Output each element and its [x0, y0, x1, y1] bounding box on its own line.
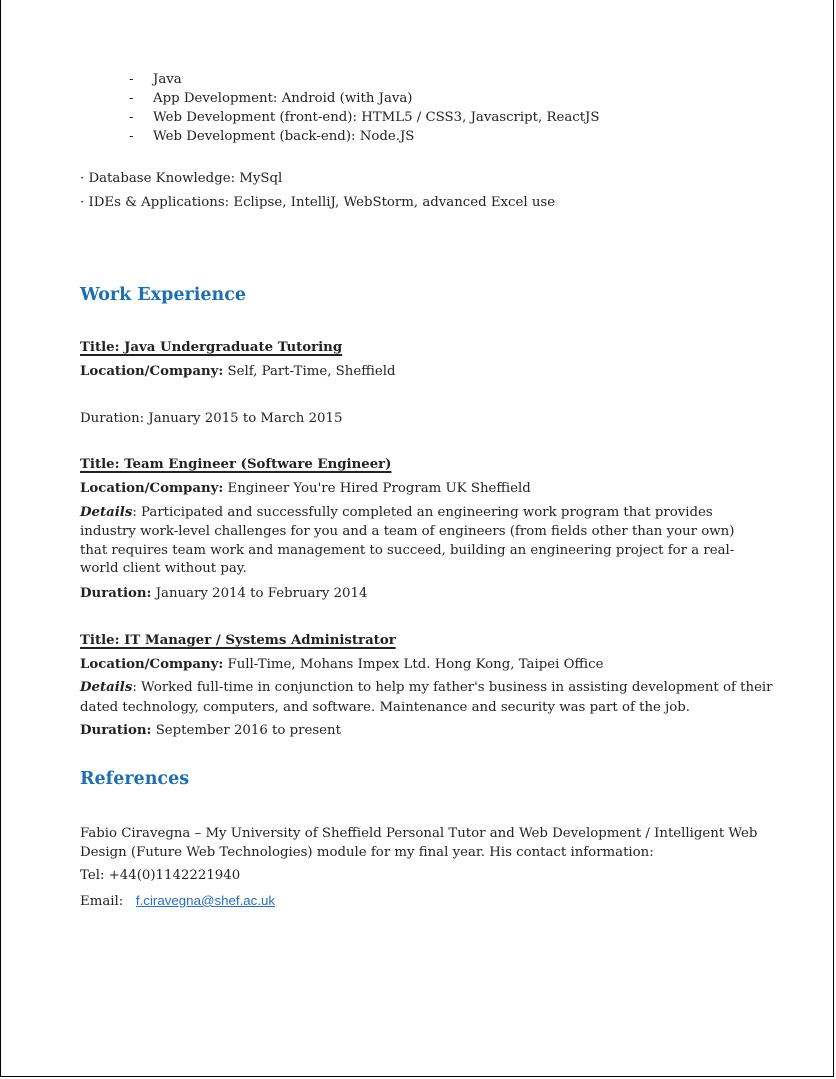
job-details-line: [80, 505, 713, 521]
reference-line: Fabio Ciravegna – My University of Sheffield Personal Tutor and Web Development / Intelligent Web: [80, 826, 758, 841]
list-dash: -: [129, 129, 134, 144]
job-details-line: that requires team work and management to succeed, building an engineering project for a real-: [80, 543, 735, 558]
reference-tel: Tel: +44(0)1142221940: [80, 868, 241, 883]
job-location: [80, 481, 531, 497]
details-label: Details: [80, 505, 133, 520]
job-duration: [80, 723, 341, 739]
location-value: Self, Part-Time, Sheffield: [223, 364, 396, 379]
skill-item: Java: [153, 72, 182, 87]
job-location: [80, 364, 396, 380]
duration-value: January 2014 to February 2014: [151, 586, 368, 601]
ides-applications: · IDEs & Applications: Eclipse, IntelliJ, WebStorm, advanced Excel use: [80, 195, 556, 210]
location-value: Full-Time, Mohans Impex Ltd. Hong Kong, Taipei Office: [223, 657, 604, 672]
job-title: Title: IT Manager / Systems Administrator: [80, 633, 396, 648]
job-location: [80, 657, 604, 673]
duration-label: Duration:: [80, 723, 152, 738]
job-details-line: dated technology, computers, and software. Maintenance and security was part of the job.: [80, 700, 690, 715]
reference-email: [80, 893, 275, 910]
email-label: Email:: [80, 894, 124, 909]
list-dash: -: [129, 91, 134, 106]
details-text: : Worked full-time in conjunction to help my father's business in assisting development of their: [132, 680, 773, 695]
list-dash: -: [129, 110, 134, 125]
details-label: Details: [80, 680, 133, 695]
location-label: Location/Company:: [80, 481, 224, 496]
job-title: Title: Java Undergraduate Tutoring: [80, 340, 343, 355]
reference-line: Design (Future Web Technologies) module for my final year. His contact information:: [80, 845, 654, 860]
work-experience-heading: Work Experience: [80, 285, 246, 305]
list-dash: -: [129, 72, 134, 87]
job-details-line: [80, 680, 773, 696]
job-title: Title: Team Engineer (Software Engineer): [80, 457, 392, 472]
email-link[interactable]: f.ciravegna@shef.ac.uk: [135, 893, 276, 908]
job-details-line: world client without pay.: [80, 561, 247, 576]
skill-item: Web Development (front-end): HTML5 / CSS3, Javascript, ReactJS: [153, 110, 600, 125]
job-duration: [80, 586, 367, 602]
details-text: : Participated and successfully completed an engineering work program that provides: [132, 505, 713, 520]
references-heading: References: [80, 769, 190, 789]
duration-value: September 2016 to present: [151, 723, 341, 738]
duration-label: Duration:: [80, 586, 152, 601]
skill-item: Web Development (back-end): Node.JS: [153, 129, 415, 144]
skill-item: App Development: Android (with Java): [153, 91, 413, 106]
job-duration: Duration: January 2015 to March 2015: [80, 411, 343, 426]
location-value: Engineer You're Hired Program UK Sheffield: [223, 481, 531, 496]
location-label: Location/Company:: [80, 657, 224, 672]
location-label: Location/Company:: [80, 364, 224, 379]
database-knowledge: · Database Knowledge: MySql: [80, 171, 283, 186]
job-details-line: industry work-level challenges for you and a team of engineers (from fields other than your own): [80, 524, 735, 539]
